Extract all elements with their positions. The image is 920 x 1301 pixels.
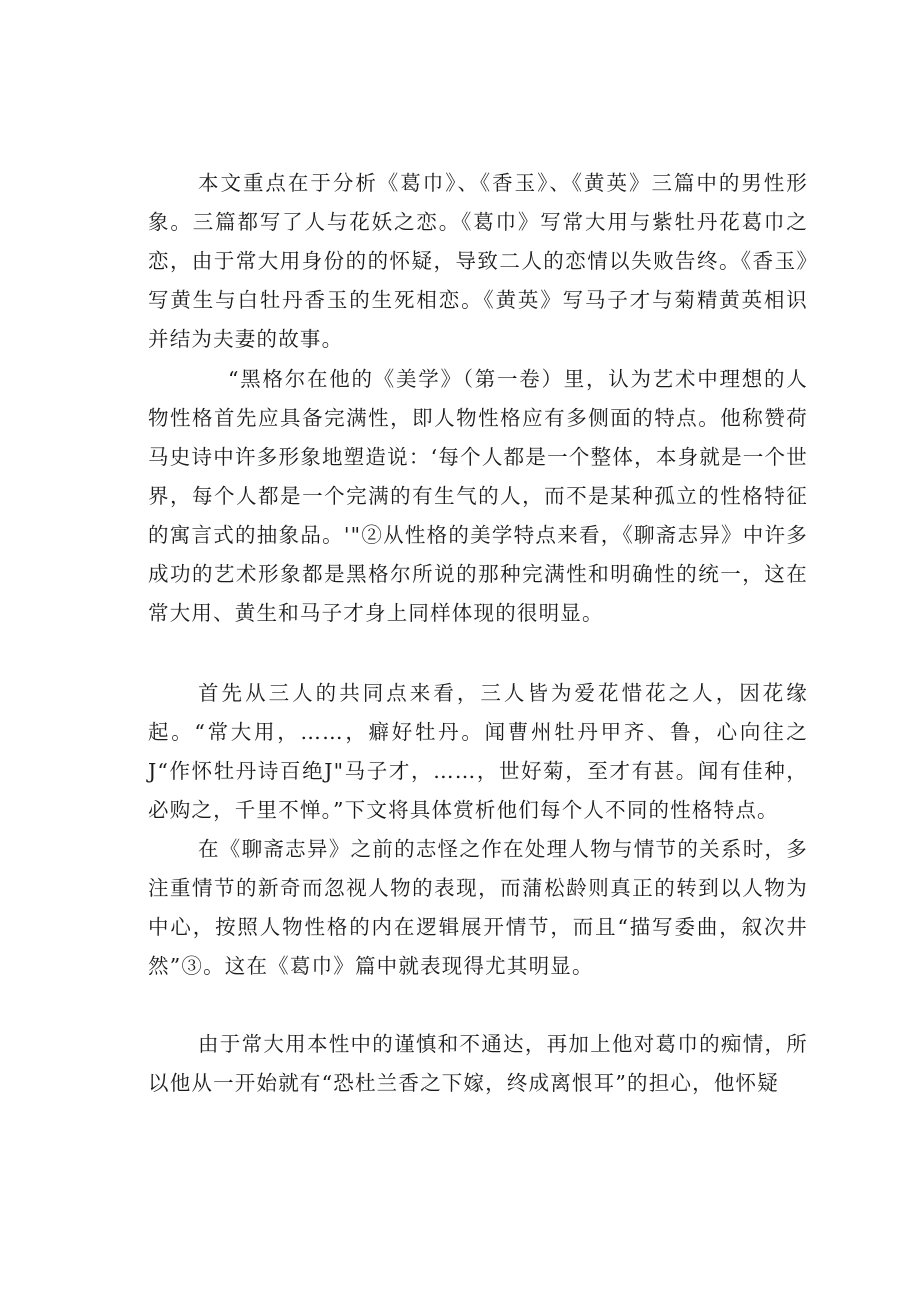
paragraph-character-plot: 在《聊斋志异》之前的志怪之作在处理人物与情节的关系时，多注重情节的新奇而忽视人物的表现，而蒲松龄则真正的转到以人物为中心，按照人物性格的内在逻辑展开情节，而且“描写委曲，叙次井然”③。这在《葛巾》篇中就表现得尤其明显。 bbox=[148, 837, 808, 978]
paragraph-hegel-quote: “黑格尔在他的《美学》（第一卷）里，认为艺术中理想的人物性格首先应具备完满性，即人物性格应有多侧面的特点。他称赞荷马史诗中许多形象地塑造说：‘每个人都是一个整体，本身就是一个世界，每个人都是一个完满的有生气的人，而不是某种孤立的性格特征的寓言式的抽象品。'"②从性格的美学特点来看，《聊斋志异》中许多成功的艺术形象都是黑格尔所说的那种完满性和明确性的统一，这在常大用、黄生和马子才身上同样体现的很明显。 bbox=[148, 367, 808, 625]
paragraph-common-traits: 首先从三人的共同点来看，三人皆为爱花惜花之人，因花缘起。“常大用，……，癖好牡丹。闻曹州牡丹甲齐、鲁，心向往之J“作怀牡丹诗百绝J"马子才，……，世好菊，至才有甚。闻有佳种，必购之，千里不惮。”下文将具体赏析他们每个人不同的性格特点。 bbox=[148, 681, 808, 822]
paragraph-chang-dayong: 由于常大用本性中的谨慎和不通达，再加上他对葛巾的痴情，所以他从一开始就有“恐杜兰香之下嫁，终成离恨耳”的担心，他怀疑 bbox=[148, 1032, 808, 1095]
paragraph-intro: 本文重点在于分析《葛巾》、《香玉》、《黄英》三篇中的男性形象。三篇都写了人与花妖之恋。《葛巾》写常大用与紫牡丹花葛巾之恋，由于常大用身份的的怀疑，导致二人的恋情以失败告终。《香玉》写黄生与白牡丹香玉的生死相恋。《黄英》写马子才与菊精黄英相识并结为夫妻的故事。 bbox=[148, 171, 808, 351]
